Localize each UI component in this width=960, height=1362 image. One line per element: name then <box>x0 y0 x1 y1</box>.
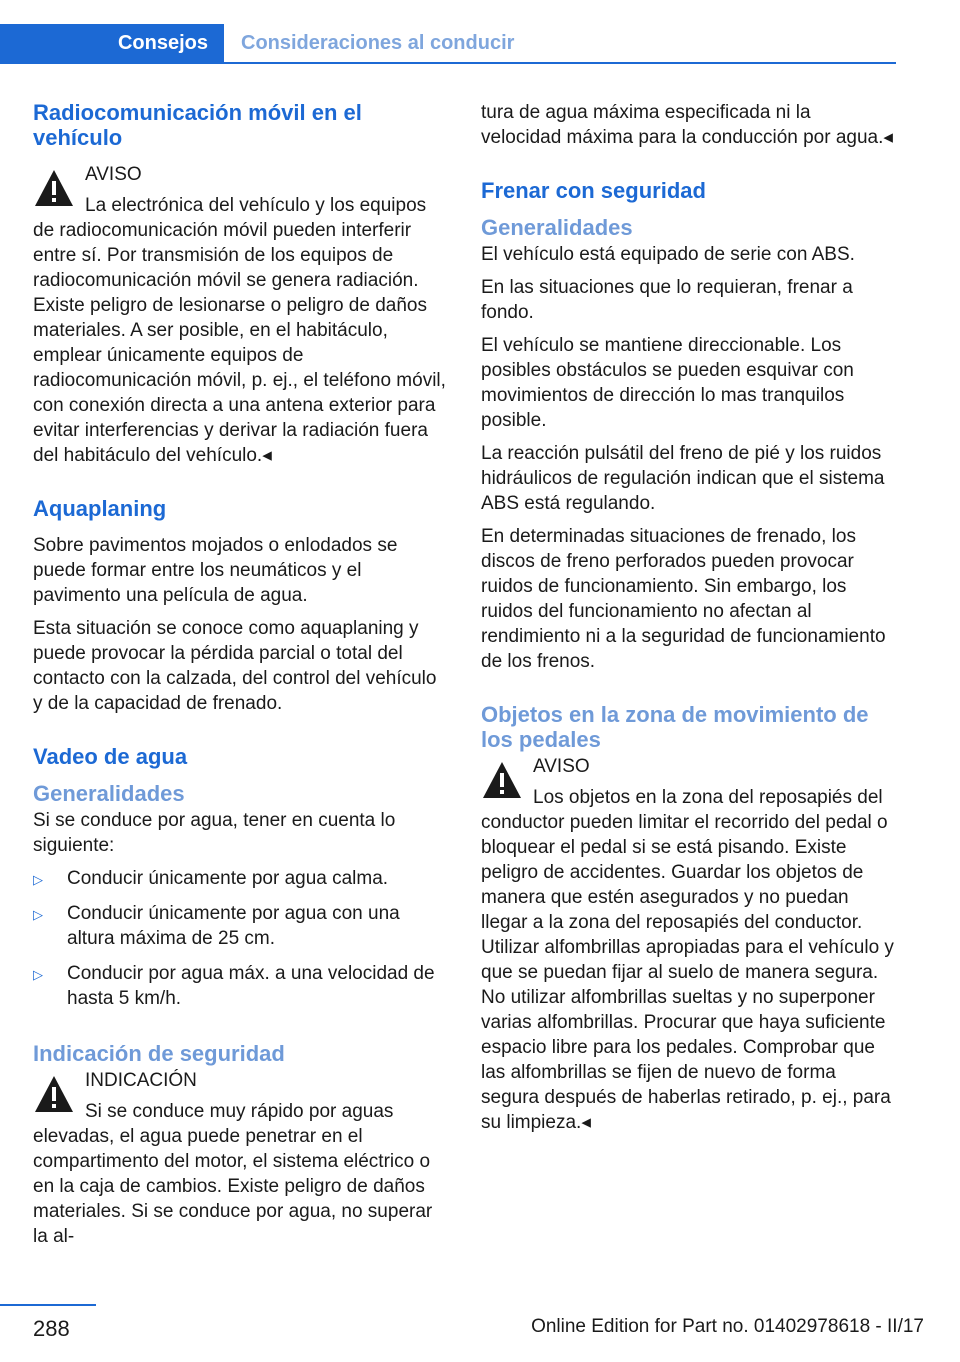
paragraph: Sobre pavimentos mojados o enlodados se puede formar entre los neumáticos y el pavimento una película de agua. <box>33 535 398 606</box>
warning-radio <box>33 162 448 468</box>
warning-triangle-icon <box>33 168 75 208</box>
triangle-right-icon: ▷ <box>33 967 43 982</box>
left-column <box>33 100 448 1257</box>
paragraph: Si se conduce por agua, tener en cuenta lo siguiente: <box>33 810 396 856</box>
tab-consejos[interactable]: Consejos <box>0 24 224 62</box>
page-number: 288 <box>33 1316 70 1341</box>
subsection-title-generalidades: Generalidades <box>481 215 633 240</box>
warning-body: La electrónica del vehículo y los equipos de radiocomunicación móvil pueden interferir entre sí. Por transmisión de los equipos de radiocomunicación móvil se genera radiación. Existe peligro de lesionarse o peligro de daños materiales. A ser posible, en el habitáculo, emplear únicamente equipos de radiocomunicación móvil, p. ej., el teléfono móvil, con conexión directa a una antena exterior para evitar interferencias y derivar la radiación fuera del habitáculo del vehículo.◂ <box>33 195 446 466</box>
paragraph: El vehículo está equipado de serie con ABS. <box>481 244 855 265</box>
footer-divider <box>0 1304 96 1306</box>
paragraph: El vehículo se mantiene direccionable. Los posibles obstáculos se pueden esquivar con movimientos de dirección lo mas tranquilos posible. <box>481 335 854 431</box>
paragraph: Esta situación se conoce como aquaplaning y puede provocar la pérdida parcial o total del contacto con la calzada, del control del vehículo y de la capacidad de frenado. <box>33 618 437 714</box>
subsection-title-generalidades: Generalidades <box>33 781 185 806</box>
warning-body: Los objetos en la zona del reposapiés del conductor pueden limitar el recorrido del pedal o bloquear el pedal si se está pisando. Existe peligro de accidentes. Guardar los objetos de manera que estén asegurados y no puedan llegar a la zona del reposapiés del conductor. Utilizar alfombrillas apropiadas para el vehículo y que se puedan fijar al suelo de manera segura. No utilizar alfombrillas sueltas y no superponer varias alfombrillas. Procurar que haya suficiente espacio libre para los pedales. Comprobar que las alfombrillas se fijen de nuevo de forma segura después de haberlas retirado, p. ej., para su limpieza.◂ <box>481 787 894 1133</box>
warning-triangle-icon <box>481 760 523 800</box>
subsection-title-objetos: Objetos en la zona de movimiento de los pedales <box>481 702 869 752</box>
paragraph: En determinadas situaciones de frenado, los discos de freno perforados pueden provocar ruidos de funcionamiento. Sin embargo, los ruidos del funcionamiento no afectan al rendimiento ni a la seguridad de funcionamiento de los frenos. <box>481 526 886 672</box>
warning-label: AVISO <box>85 164 142 185</box>
edition-text: Online Edition for Part no. 01402978618 - II/17 <box>531 1316 924 1337</box>
page-header <box>0 0 896 64</box>
warning-objetos <box>481 754 896 1135</box>
warning-body: Si se conduce muy rápido por aguas elevadas, el agua puede penetrar en el compartimento del motor, el sistema eléctrico o en la caja de cambios. Existe peligro de daños materiales. Si se conduce por agua, no superar la al- <box>33 1101 433 1247</box>
tab-consideraciones[interactable]: Consideraciones al conducir <box>241 31 515 54</box>
subsection-title-seguridad: Indicación de seguridad <box>33 1041 285 1066</box>
right-column <box>481 100 896 1143</box>
paragraph: La reacción pulsátil del freno de pié y los ruidos hidráulicos de regulación indican que el sistema ABS está regulando. <box>481 443 885 514</box>
warning-triangle-icon <box>33 1074 75 1114</box>
paragraph: En las situaciones que lo requieran, frenar a fondo. <box>481 277 853 323</box>
triangle-right-icon: ▷ <box>33 872 43 887</box>
paragraph-continuation: tura de agua máxima especificada ni la velocidad máxima para la conducción por agua.◂ <box>481 102 893 148</box>
warning-label: AVISO <box>533 756 590 777</box>
section-title-frenar: Frenar con seguridad <box>481 178 706 203</box>
list-item: ▷ Conducir únicamente por agua con una altura máxima de 25 cm. <box>33 903 400 949</box>
triangle-right-icon: ▷ <box>33 907 43 922</box>
bullet-list <box>33 866 448 1011</box>
list-item: ▷ Conducir únicamente por agua calma. <box>33 866 448 891</box>
list-item: ▷ Conducir por agua máx. a una velocidad de hasta 5 km/h. <box>33 963 435 1009</box>
section-title-aquaplaning: Aquaplaning <box>33 496 167 521</box>
warning-seguridad <box>33 1068 448 1249</box>
section-title-vadeo: Vadeo de agua <box>33 744 188 769</box>
warning-label: INDICACIÓN <box>85 1070 197 1091</box>
section-title-radio: Radiocomunicación móvil en el vehículo <box>33 100 362 150</box>
